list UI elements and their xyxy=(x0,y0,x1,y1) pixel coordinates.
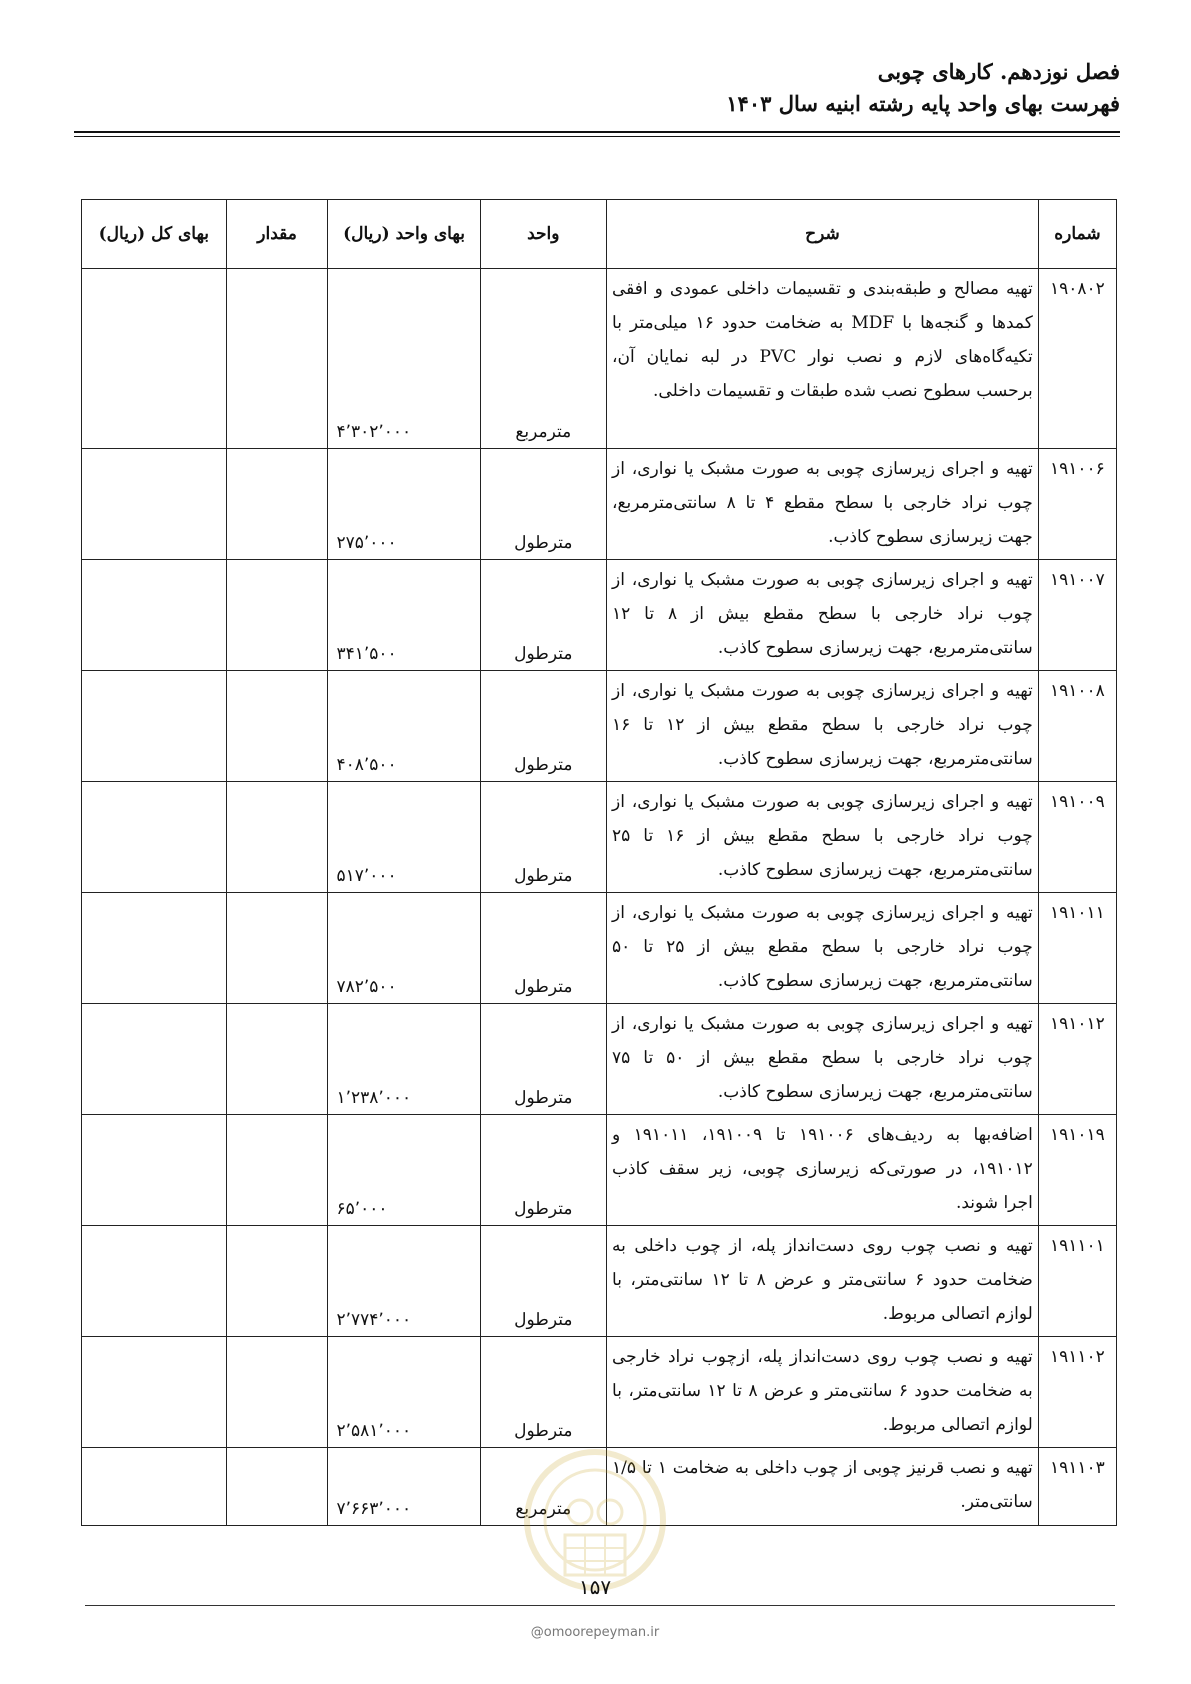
row-unit-price: ۴۰۸٬۵۰۰ xyxy=(328,671,480,782)
row-total-price xyxy=(82,1004,227,1115)
row-unit: مترطول xyxy=(480,1337,606,1448)
row-quantity xyxy=(226,782,328,893)
price-table-header xyxy=(82,200,1117,269)
row-code: ۱۹۱۰۰۷ xyxy=(1038,560,1116,671)
row-code: ۱۹۰۸۰۲ xyxy=(1038,269,1116,449)
row-unit-price: ۷۸۲٬۵۰۰ xyxy=(328,893,480,1004)
row-description: تهیه و نصب چوب روی دست‌انداز پله، ازچوب نراد خارجی به ضخامت حدود ۶ سانتی‌متر و عرض ۸ تا ۱۲ سانتی‌متر، با لوازم اتصالی مربوط. xyxy=(607,1337,1039,1448)
table-row xyxy=(82,560,1117,671)
column-header-total-price: بهای کل (ریال) xyxy=(82,200,227,269)
table-row xyxy=(82,1448,1117,1526)
row-total-price xyxy=(82,1226,227,1337)
header-rule-thin xyxy=(74,136,1120,137)
row-code: ۱۹۱۰۱۹ xyxy=(1038,1115,1116,1226)
row-unit: مترطول xyxy=(480,560,606,671)
document-subtitle: فهرست بهای واحد پایه رشته ابنیه سال ۱۴۰۳ xyxy=(726,91,1120,116)
table-row xyxy=(82,671,1117,782)
row-total-price xyxy=(82,449,227,560)
row-unit-price: ۲۷۵٬۰۰۰ xyxy=(328,449,480,560)
row-unit: مترطول xyxy=(480,782,606,893)
row-total-price xyxy=(82,560,227,671)
row-total-price xyxy=(82,1337,227,1448)
table-row xyxy=(82,1115,1117,1226)
row-description: تهیه مصالح و طبقه‌بندی و تقسیمات داخلی عمودی و افقی کمدها و گنجه‌ها با MDF به ضخامت حدود ۱۶ میلی‌متر با تکیه‌گاه‌های لازم و نصب نوار PVC در لبه نمایان آن، برحسب سطوح نصب شده طبقات و تقسیمات داخلی. xyxy=(607,269,1039,449)
row-description: تهیه و اجرای زیرسازی چوبی به صورت مشبک یا نواری، از چوب نراد خارجی با سطح مقطع بیش از ۵۰ تا ۷۵ سانتی‌مترمربع، جهت زیرسازی سطوح کاذب. xyxy=(607,1004,1039,1115)
row-unit-price: ۲٬۷۷۴٬۰۰۰ xyxy=(328,1226,480,1337)
column-header-unit-price: بهای واحد (ریال) xyxy=(328,200,480,269)
row-total-price xyxy=(82,782,227,893)
column-header-code: شماره xyxy=(1038,200,1116,269)
row-quantity xyxy=(226,671,328,782)
table-row xyxy=(82,449,1117,560)
row-unit-price: ۴٬۳۰۲٬۰۰۰ xyxy=(328,269,480,449)
row-description: تهیه و نصب قرنیز چوبی از چوب داخلی به ضخامت ۱ تا ۱/۵ سانتی‌متر. xyxy=(607,1448,1039,1526)
row-code: ۱۹۱۰۱۱ xyxy=(1038,893,1116,1004)
row-total-price xyxy=(82,671,227,782)
table-row xyxy=(82,1337,1117,1448)
row-quantity xyxy=(226,893,328,1004)
row-quantity xyxy=(226,560,328,671)
row-code: ۱۹۱۱۰۲ xyxy=(1038,1337,1116,1448)
row-description: اضافه‌بها به ردیف‌های ۱۹۱۰۰۶ تا ۱۹۱۰۰۹، ۱۹۱۰۱۱ و ۱۹۱۰۱۲، در صورتی‌که زیرسازی چوبی، زیر سقف کاذب اجرا شوند. xyxy=(607,1115,1039,1226)
row-quantity xyxy=(226,449,328,560)
row-description: تهیه و اجرای زیرسازی چوبی به صورت مشبک یا نواری، از چوب نراد خارجی با سطح مقطع بیش از ۸ تا ۱۲ سانتی‌مترمربع، جهت زیرسازی سطوح کاذب. xyxy=(607,560,1039,671)
page-header xyxy=(74,56,1120,120)
row-description: تهیه و اجرای زیرسازی چوبی به صورت مشبک یا نواری، از چوب نراد خارجی با سطح مقطع بیش از ۱۶ تا ۲۵ سانتی‌مترمربع، جهت زیرسازی سطوح کاذب. xyxy=(607,782,1039,893)
row-unit: مترطول xyxy=(480,671,606,782)
price-table xyxy=(81,199,1117,1526)
row-code: ۱۹۱۱۰۳ xyxy=(1038,1448,1116,1526)
row-unit: مترطول xyxy=(480,893,606,1004)
row-description: تهیه و اجرای زیرسازی چوبی به صورت مشبک یا نواری، از چوب نراد خارجی با سطح مقطع ۴ تا ۸ سانتی‌مترمربع، جهت زیرسازی سطوح کاذب. xyxy=(607,449,1039,560)
table-row xyxy=(82,893,1117,1004)
row-description: تهیه و نصب چوب روی دست‌انداز پله، از چوب داخلی به ضخامت حدود ۶ سانتی‌متر و عرض ۸ تا ۱۲ سانتی‌متر، با لوازم اتصالی مربوط. xyxy=(607,1226,1039,1337)
row-unit-price: ۵۱۷٬۰۰۰ xyxy=(328,782,480,893)
row-total-price xyxy=(82,269,227,449)
website-watermark: @omoorepeyman.ir xyxy=(530,1625,660,1640)
header-rule-thick xyxy=(74,131,1120,133)
row-quantity xyxy=(226,1115,328,1226)
row-code: ۱۹۱۰۰۹ xyxy=(1038,782,1116,893)
row-description: تهیه و اجرای زیرسازی چوبی به صورت مشبک یا نواری، از چوب نراد خارجی با سطح مقطع بیش از ۲۵ تا ۵۰ سانتی‌مترمربع، جهت زیرسازی سطوح کاذب. xyxy=(607,893,1039,1004)
row-unit: مترطول xyxy=(480,1226,606,1337)
row-quantity xyxy=(226,1226,328,1337)
row-unit-price: ۷٬۶۶۳٬۰۰۰ xyxy=(328,1448,480,1526)
row-quantity xyxy=(226,1337,328,1448)
table-row xyxy=(82,1004,1117,1115)
column-header-quantity: مقدار xyxy=(226,200,328,269)
table-row xyxy=(82,782,1117,893)
row-total-price xyxy=(82,893,227,1004)
row-unit: مترمربع xyxy=(480,269,606,449)
column-header-unit: واحد xyxy=(480,200,606,269)
row-unit-price: ۳۴۱٬۵۰۰ xyxy=(328,560,480,671)
row-quantity xyxy=(226,269,328,449)
price-table-body xyxy=(82,269,1117,1526)
row-total-price xyxy=(82,1115,227,1226)
row-code: ۱۹۱۰۰۸ xyxy=(1038,671,1116,782)
row-unit: مترمربع xyxy=(480,1448,606,1526)
row-description: تهیه و اجرای زیرسازی چوبی به صورت مشبک یا نواری، از چوب نراد خارجی با سطح مقطع بیش از ۱۲ تا ۱۶ سانتی‌مترمربع، جهت زیرسازی سطوح کاذب. xyxy=(607,671,1039,782)
column-header-description: شرح xyxy=(607,200,1039,269)
row-quantity xyxy=(226,1448,328,1526)
row-unit: مترطول xyxy=(480,449,606,560)
row-total-price xyxy=(82,1448,227,1526)
row-unit: مترطول xyxy=(480,1115,606,1226)
footer-rule xyxy=(85,1605,1115,1606)
row-unit-price: ۶۵٬۰۰۰ xyxy=(328,1115,480,1226)
chapter-title: فصل نوزدهم. کارهای چوبی xyxy=(877,59,1120,84)
row-quantity xyxy=(226,1004,328,1115)
row-unit: مترطول xyxy=(480,1004,606,1115)
table-row xyxy=(82,269,1117,449)
row-code: ۱۹۱۱۰۱ xyxy=(1038,1226,1116,1337)
table-row xyxy=(82,1226,1117,1337)
page-number: ۱۵۷ xyxy=(578,1575,612,1599)
row-unit-price: ۱٬۲۳۸٬۰۰۰ xyxy=(328,1004,480,1115)
row-code: ۱۹۱۰۱۲ xyxy=(1038,1004,1116,1115)
row-unit-price: ۲٬۵۸۱٬۰۰۰ xyxy=(328,1337,480,1448)
row-code: ۱۹۱۰۰۶ xyxy=(1038,449,1116,560)
